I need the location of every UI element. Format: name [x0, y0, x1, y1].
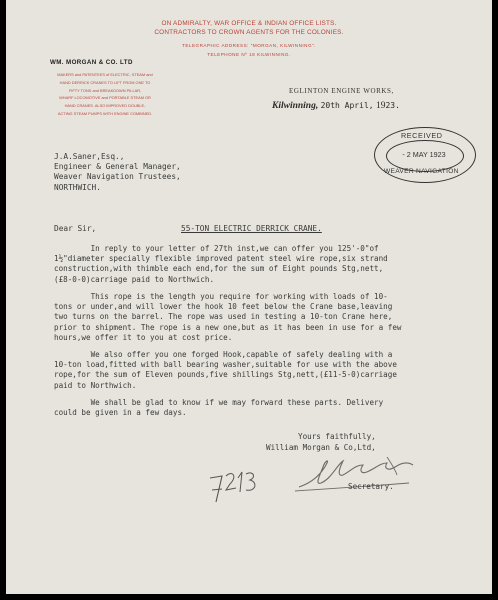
- body-paragraph: We shall be glad to know if we may forward these parts. Delivery could be given in a few days.: [54, 398, 384, 418]
- makers-line: MAKERS and PATENTEES of ELECTRIC, STEAM and: [57, 72, 153, 77]
- dateline-place: Kilwinning,: [272, 101, 319, 111]
- letterhead-admiralty-line: ON ADMIRALTY, WAR OFFICE & INDIAN OFFICE LISTS.: [161, 20, 337, 27]
- works-name: EGLINTON ENGINE WORKS,: [289, 87, 394, 95]
- letter-page: [6, 0, 492, 594]
- letterhead-telephone: TELEPHONE Nº 18 KILWINNING.: [207, 52, 291, 57]
- stamp-received-text: RECEIVED: [401, 131, 443, 140]
- letterhead-telegraphic: TELEGRAPHIC ADDRESS: "MORGAN, KILWINNING".: [182, 43, 316, 48]
- makers-line: WHARF LOCOMOTIVE and PORTABLE STEAM OR: [59, 95, 151, 101]
- makers-line: HAND CRANES. ALSO IMPROVED DOUBLE-: [64, 103, 146, 109]
- makers-description: [46, 71, 164, 118]
- makers-line: ACTING STEAM PUMPS WITH ENGINE COMBINED.: [57, 110, 153, 116]
- body-paragraph: This rope is the length you require for working with loads of 10- tons or under,and will lower the hook 10 feet below the Crane base,leaving two turns on the barrel. The rope was used in testing a 10-ton Crane here, prior to shipment. The rope is a new one,but as it has been in use for a few hours,we offer it to you at cost price.: [54, 292, 402, 342]
- body-paragraph: We also offer you one forged Hook,capable of safely dealing with a 10-ton load,fitted with ball bearing washer,suitable for use with the above rope,for the sum of Eleven pounds,five shillings Stg,nett,(£11-5-0)carriage paid to Northwich.: [54, 350, 397, 390]
- recipient-line: Weaver Navigation Trustees,: [54, 172, 181, 182]
- dateline-year-prefix: 19: [375, 101, 386, 111]
- dateline-date: 20th April,: [320, 101, 374, 110]
- subject-line: 55-TON ELECTRIC DERRICK CRANE.: [181, 224, 322, 233]
- signatory-role: Secretary.: [348, 482, 394, 491]
- body-paragraph: In reply to your letter of 27th inst,we can offer you 125'-0"of 1½"diameter specially flexible improved patent steel wire rope,six strand construction,with thimble each end,for the sum of Eight pounds Stg,nett, (£8-0-0)carriage paid to Northwich.: [54, 244, 388, 284]
- valediction: Yours faithfully,: [298, 432, 376, 441]
- stamp-organisation: WEAVER NAVIGATION: [384, 168, 459, 175]
- recipient-line: NORTHWICH.: [54, 182, 101, 192]
- company-name: WM. MORGAN & CO. LTD: [50, 59, 133, 66]
- makers-line: HAND DERRICK CRANES TO LIFT FROM ONE TO: [59, 79, 151, 85]
- salutation: Dear Sir,: [54, 224, 97, 233]
- recipient-address: [54, 152, 181, 193]
- recipient-line: Engineer & General Manager,: [54, 162, 181, 172]
- stamp-date: - 2 MAY 1923: [402, 150, 446, 159]
- dateline-year: 23.: [385, 101, 400, 110]
- signatory-firm: William Morgan & Co,Ltd,: [266, 443, 376, 452]
- dateline: [272, 101, 400, 111]
- makers-line: FIFTY TONS and BREAKDOWN PILLAR,: [68, 87, 142, 93]
- letterhead-contractors-line: CONTRACTORS TO CROWN AGENTS FOR THE COLONIES.: [154, 29, 344, 36]
- pencil-annotation: [206, 462, 266, 510]
- recipient-line: J.A.Saner,Esq.,: [54, 152, 125, 161]
